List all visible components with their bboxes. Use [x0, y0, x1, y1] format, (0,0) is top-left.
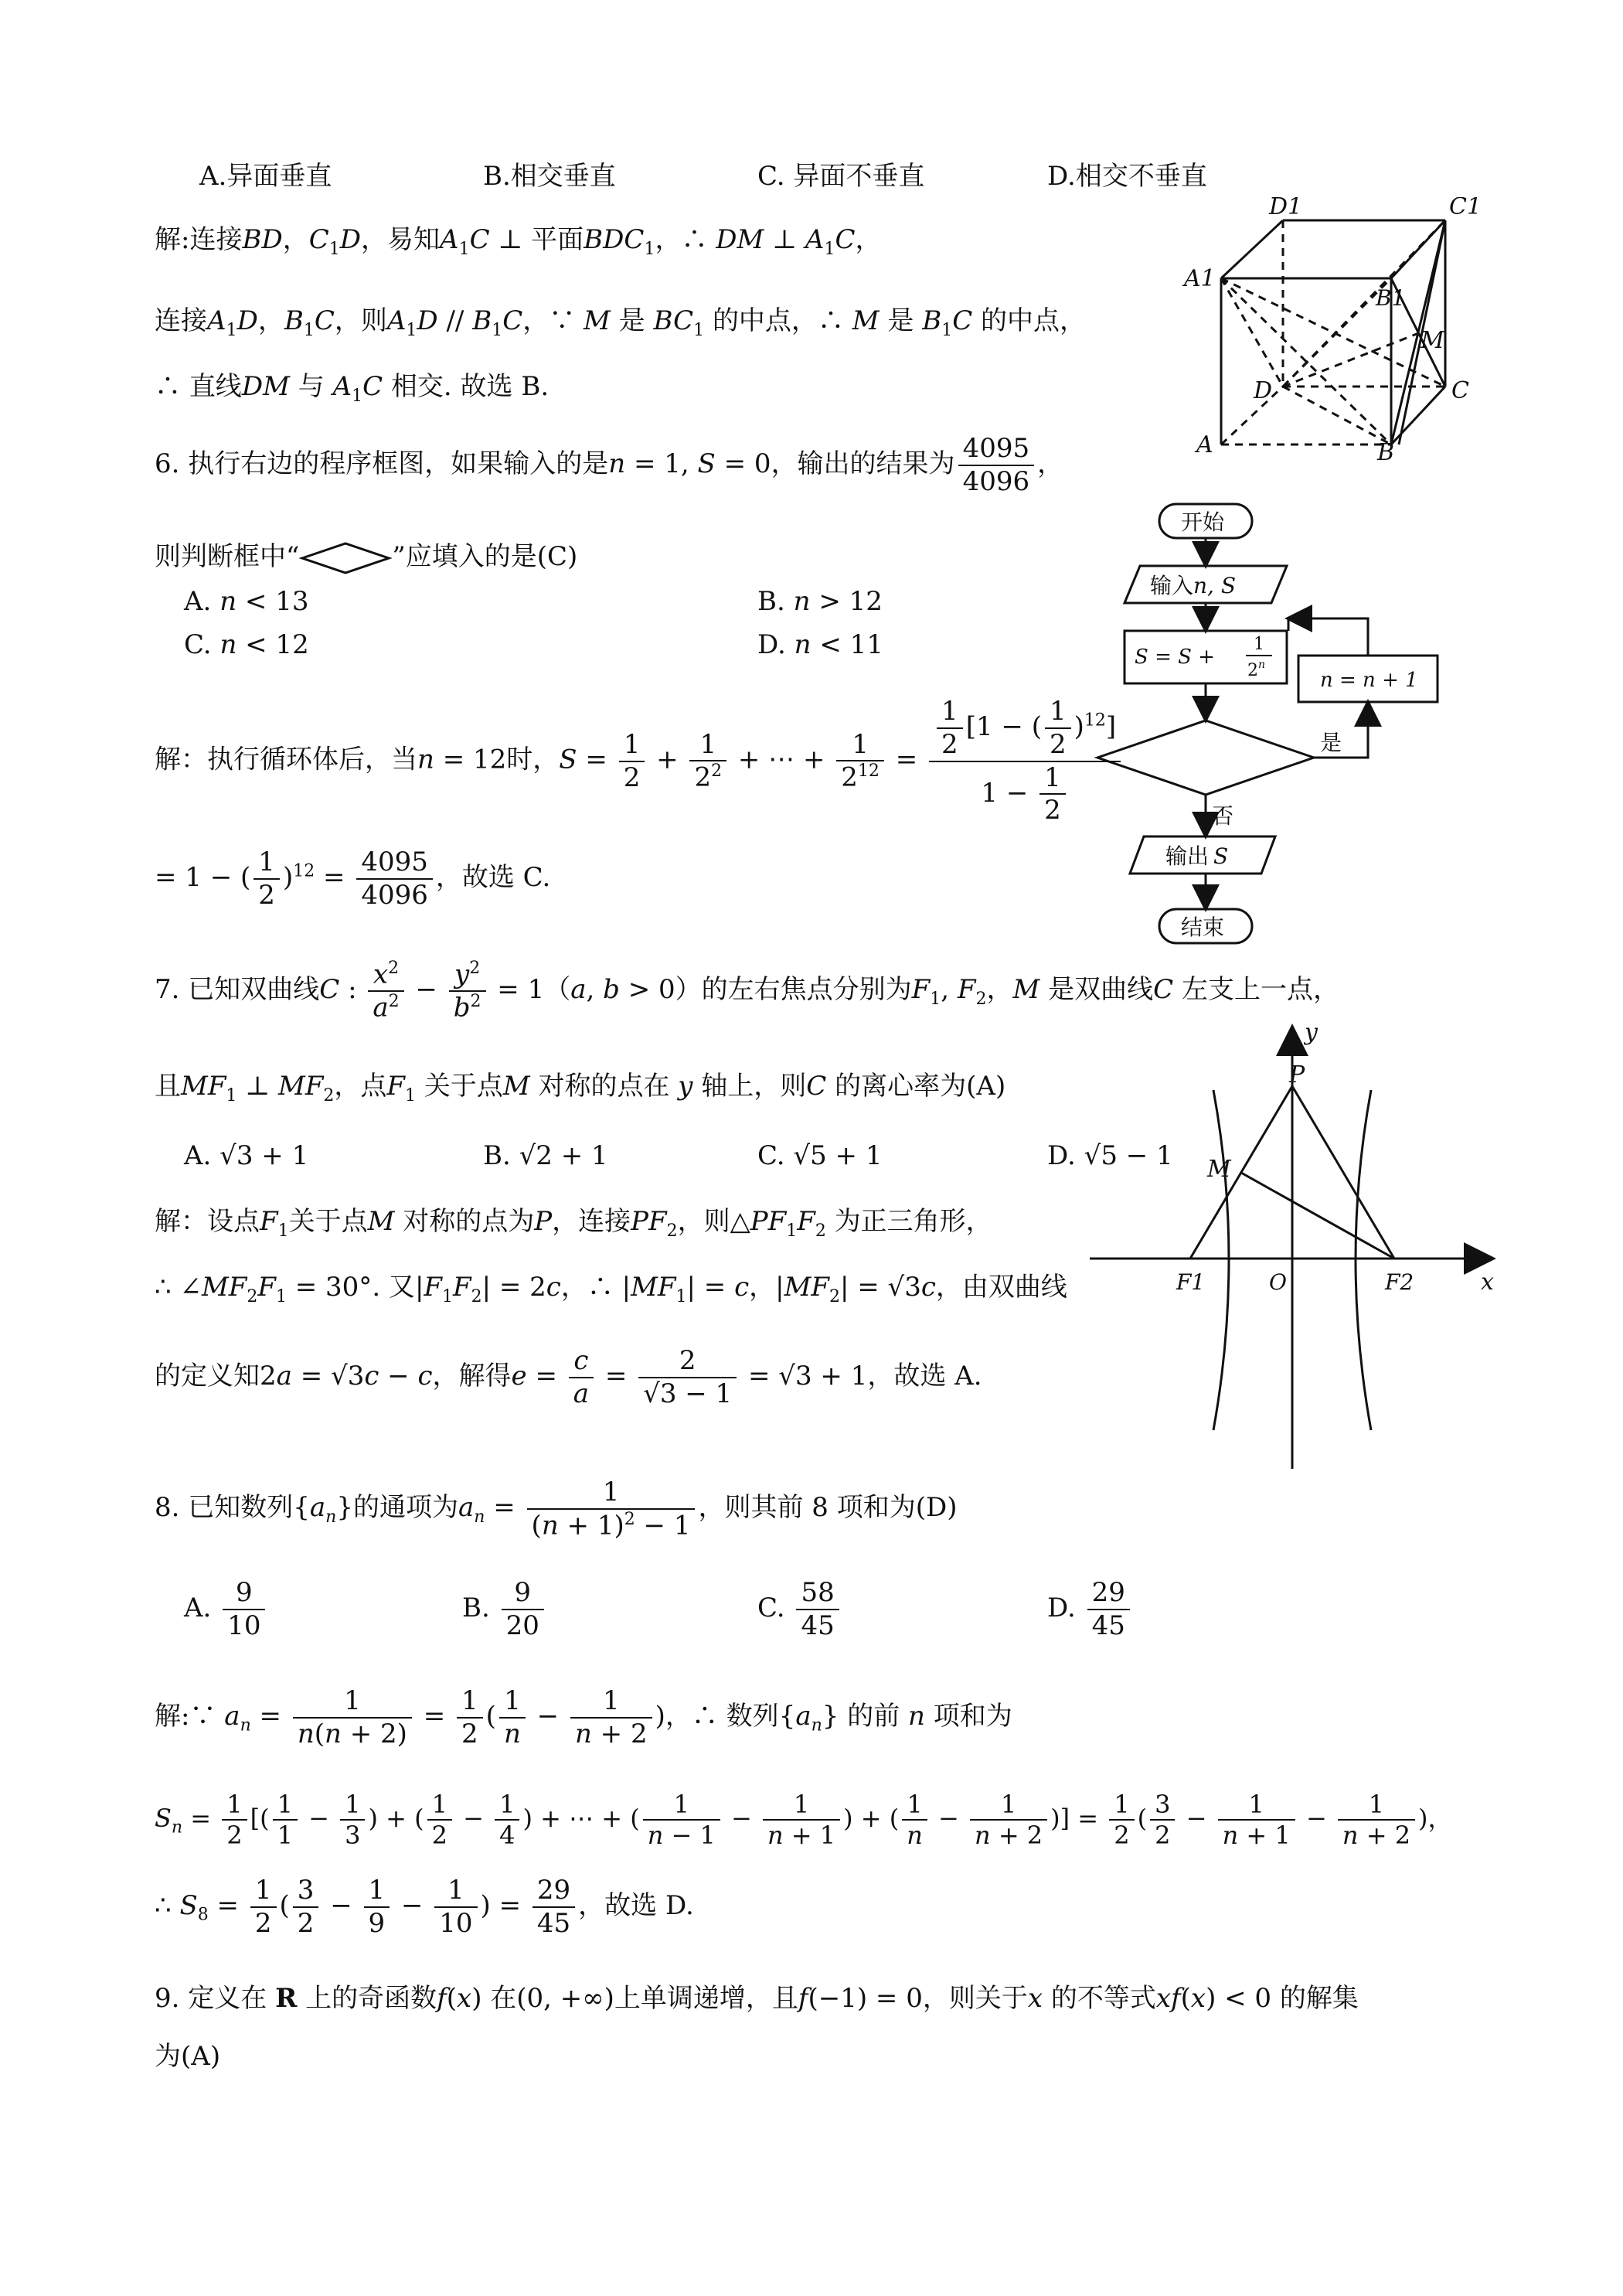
flow-end-label: 结束	[1181, 915, 1225, 940]
flow-input-label: 输入n, S	[1150, 573, 1237, 598]
decision-diamond-icon	[299, 541, 392, 575]
q8-solution-line-3: ∴ $S_8$ = $\frac{1}{2}$ ( $\frac{3}{2}$ − $\frac{1}{9}$ − $\frac{1}{10}$ ) = $\frac{29}{45}$ ，故选 D.	[155, 1875, 694, 1939]
q8-solution-line-1: 解:∵ $a_n$ = $\frac{1}{n(n + 2)}$ = $\frac{1}{2}$ ( $\frac{1}{n}$ − $\frac{1}{n + 2}$ )，∴ 数列$\{a_n\}$ 的前 n 项和为	[155, 1685, 1012, 1749]
q6-option-d: D. n < 11	[757, 629, 883, 660]
q7-option-c: C. √5 + 1	[757, 1140, 883, 1171]
graph-label-m: M	[1207, 1156, 1231, 1183]
q5-option-a: A.异面垂直	[199, 161, 332, 192]
flow-no-label: 否	[1212, 803, 1234, 829]
graph-label-p: P	[1289, 1061, 1305, 1088]
q5-option-d: D.相交不垂直	[1047, 161, 1207, 192]
cube-label-m: M	[1421, 327, 1444, 354]
flow-output-label: 输出 S	[1165, 843, 1229, 869]
graph-label-o: O	[1269, 1269, 1287, 1295]
cube-label-d1: D1	[1269, 197, 1303, 220]
cube-label-c1: C1	[1449, 197, 1482, 220]
flow-increment-label: n = n + 1	[1320, 669, 1418, 692]
cube-figure	[1175, 197, 1484, 464]
graph-label-f2: F2	[1385, 1269, 1414, 1295]
q6-option-a: A. n < 13	[184, 586, 309, 617]
hyperbola-graph	[1090, 1013, 1507, 1477]
cube-label-d: D	[1254, 377, 1273, 404]
graph-label-f1: F1	[1176, 1269, 1206, 1295]
q9-stem-line-2: 为(A)	[155, 2041, 221, 2072]
q7-option-a: A. √3 + 1	[184, 1140, 309, 1171]
q6-option-b: B. n > 12	[757, 586, 883, 617]
q6-stem-line-1: 6. 执行右边的程序框图，如果输入的是n = 1, S = 0，输出的结果为 $\frac{4095}{4096}$ ，	[155, 433, 1064, 497]
flow-assign-frac-den: 2$^n$	[1247, 659, 1266, 680]
q9-stem-line-1: 9. 定义在 R 上的奇函数f(x) 在(0, +∞)上单调递增，且f(−1) = 0，则关于x 的不等式xf(x) < 0 的解集	[155, 1983, 1359, 2014]
q6-stem-line-2: 则判断框中“ ”应填入的是(C)	[155, 541, 577, 575]
flow-yes-label: 是	[1320, 730, 1342, 755]
q5-solution-line-2: 连接$A_1D$，$B_1C$，则$A_1D // B_1C$，∵ M 是 $BC_1$ 的中点，∴ M 是 $B_1C$ 的中点，	[155, 305, 1087, 340]
q7-stem-line-2: 且$MF_1$ ⊥ $MF_2$，点$F_1$ 关于点M 对称的点在 y 轴上，则C 的离心率为(A)	[155, 1071, 1006, 1105]
q8-option-c: C. $\frac{58}{45}$	[757, 1577, 842, 1642]
flow-start-label: 开始	[1181, 509, 1225, 535]
flow-decision-node	[1097, 720, 1314, 795]
cube-label-b1: B1	[1376, 285, 1406, 311]
q5-option-b: B.相交垂直	[483, 161, 616, 192]
q7-option-b: B. √2 + 1	[483, 1140, 608, 1171]
q7-solution-line-3: 的定义知2a = √3c − c，解得e = $\frac{c}{a}$ = $\frac{2}{√3 - 1}$ = √3 + 1，故选 A.	[155, 1345, 982, 1409]
q7-solution-line-1: 解：设点$F_1$关于点M 对称的点为P，连接$PF_2$，则$\triangle PF_1F_2$ 为正三角形，	[155, 1206, 992, 1241]
q6-solution-line-1: 解：执行循环体后，当n = 12时，S = $\frac{1}{2}$ + $\frac{1}{2^2}$ + ⋯ + $\frac{1}{2^{12}}$ = $\frac{1}{2}$ [1 − ( $\frac{1}{2}$ )$^{12}$] 1 − $\frac{1}{2}$	[155, 696, 1124, 826]
q7-solution-line-2: ∴ $\angle MF_2F_1 = 30^\circ$. 又$|F_1F_2| = 2c$，∴ $|MF_1| = c$，$|MF_2| = √3c$，由双曲线	[155, 1272, 1067, 1306]
flowchart-figure	[1082, 495, 1453, 959]
flow-assign-frac-num: 1	[1254, 635, 1264, 654]
q5-option-c: C. 异面不垂直	[757, 161, 925, 192]
q7-stem-line-1: 7. 已知双曲线C : $\frac{x^2}{a^2}$ − $\frac{y^2}{b^2}$ = 1（a, b > 0）的左右焦点分别为$F_1$, $F_2$，M 是双曲线C 左支上一点，	[155, 959, 1339, 1024]
cube-label-c: C	[1451, 377, 1469, 404]
q8-option-a: A. $\frac{9}{10}$	[184, 1577, 268, 1642]
q8-option-d: D. $\frac{29}{45}$	[1047, 1577, 1133, 1642]
q7-option-d: D. √5 − 1	[1047, 1140, 1173, 1171]
q8-stem: 8. 已知数列$\{a_n\}$的通项为$a_n$ = $\frac{1}{(n + 1)^2 - 1}$ ，则其前 8 项和为(D)	[155, 1477, 958, 1541]
q6-option-c: C. n < 12	[184, 629, 309, 660]
q6-solution-line-2: = 1 − ( $\frac{1}{2}$ )$^{12}$ = $\frac{4095}{4096}$ ，故选 C.	[155, 847, 551, 911]
graph-label-y: y	[1305, 1019, 1318, 1046]
graph-label-x: x	[1481, 1269, 1494, 1296]
cube-label-a: A	[1196, 431, 1213, 458]
cube-label-b: B	[1377, 439, 1395, 464]
q5-solution-line-3: ∴ 直线DM 与 $A_1C$ 相交. 故选 B.	[155, 371, 550, 406]
cube-label-a1: A1	[1184, 265, 1216, 292]
q8-option-b: B. $\frac{9}{20}$	[462, 1577, 547, 1642]
q8-solution-line-2: $S_n$ = $\frac{1}{2}$ [( $\frac{1}{1}$ − $\frac{1}{3}$ ) + ( $\frac{1}{2}$ − $\frac{1}{4}$ ) + ⋯ + ( $\frac{1}{n - 1}$ − $\frac{1}{n + 1}$ ) + ( $\frac{1}{n}$ − $\frac{1}{n + 2}$ )] = $\frac{1}{2}$ ( $\frac{3}{2}$ − $\frac{1}{n + 1}$ − $\frac{1}{n + 2}$ )，	[155, 1790, 1453, 1851]
q5-solution-line-1: 解:连接BD，$C_1D$，易知$A_1C$ ⊥ 平面$BDC_1$，∴ DM ⊥ $A_1C$，	[155, 224, 882, 259]
flow-assign-label: S = S +	[1135, 646, 1215, 669]
